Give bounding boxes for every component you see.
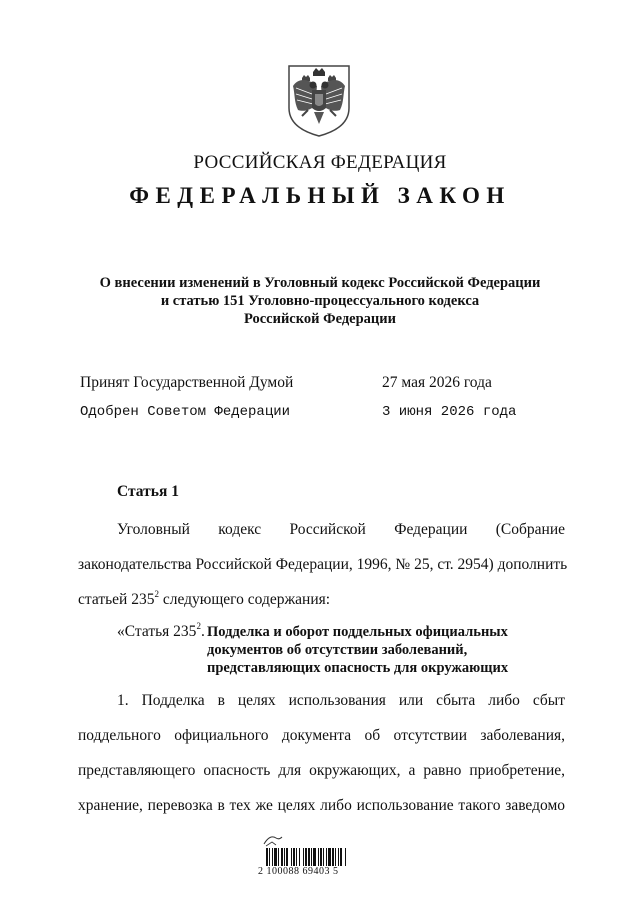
document-type: ФЕДЕРАЛЬНЫЙ ЗАКОН — [129, 183, 511, 208]
new-article-title-line: документов об отсутствии заболеваний, — [207, 642, 468, 658]
approved-label: Одобрен Советом Федерации — [80, 404, 291, 420]
new-article-title — [207, 623, 508, 677]
new-article-prefix — [117, 623, 205, 641]
adopted-label: Принят Государственной Думой — [80, 374, 294, 391]
body-line: 1. Подделка в целях использования или сбыта либо сбыт — [117, 692, 565, 709]
superscript: 2 — [196, 621, 201, 631]
law-title-line: Российской Федерации — [243, 311, 396, 327]
law-title-line: О внесении изменений в Уголовный кодекс Российской Федерации — [99, 275, 541, 291]
new-article-prefix-text: «Статья 235 — [117, 623, 197, 640]
approved-date: 3 июня 2026 года — [382, 404, 517, 420]
body-line-text: следующего содержания: — [158, 591, 331, 608]
body-line: хранение, перевозка в тех же целях либо использование такого заведомо — [78, 797, 565, 814]
body-line: законодательства Российской Федерации, 1996, № 25, ст. 2954) дополнить — [78, 556, 568, 573]
new-article-title-line: Подделка и оборот поддельных официальных — [207, 624, 508, 640]
superscript: 2 — [154, 589, 159, 599]
new-article-prefix-dot: . — [200, 623, 205, 640]
body-line-text: статьей 235 — [78, 591, 155, 608]
law-title-line: и статью 151 Уголовно-процессуального кодекса — [160, 293, 480, 309]
law-title — [60, 274, 580, 328]
barcode-number: 2 100088 69403 5 — [258, 866, 339, 877]
adopted-date: 27 мая 2026 года — [382, 374, 492, 391]
body-line: поддельного официального документа об отсутствии заболевания, — [78, 727, 565, 744]
body-line: представляющего опасность для окружающих, а равно приобретение, — [78, 762, 565, 779]
country-name: РОССИЙСКАЯ ФЕДЕРАЦИЯ — [193, 152, 447, 173]
article-heading: Статья 1 — [117, 483, 179, 500]
body-line — [78, 591, 565, 609]
new-article-title-line: представляющих опасность для окружающих — [207, 660, 509, 676]
body-line: Уголовный кодекс Российской Федерации (Собрание — [117, 521, 565, 538]
coat-of-arms-icon — [286, 64, 352, 138]
